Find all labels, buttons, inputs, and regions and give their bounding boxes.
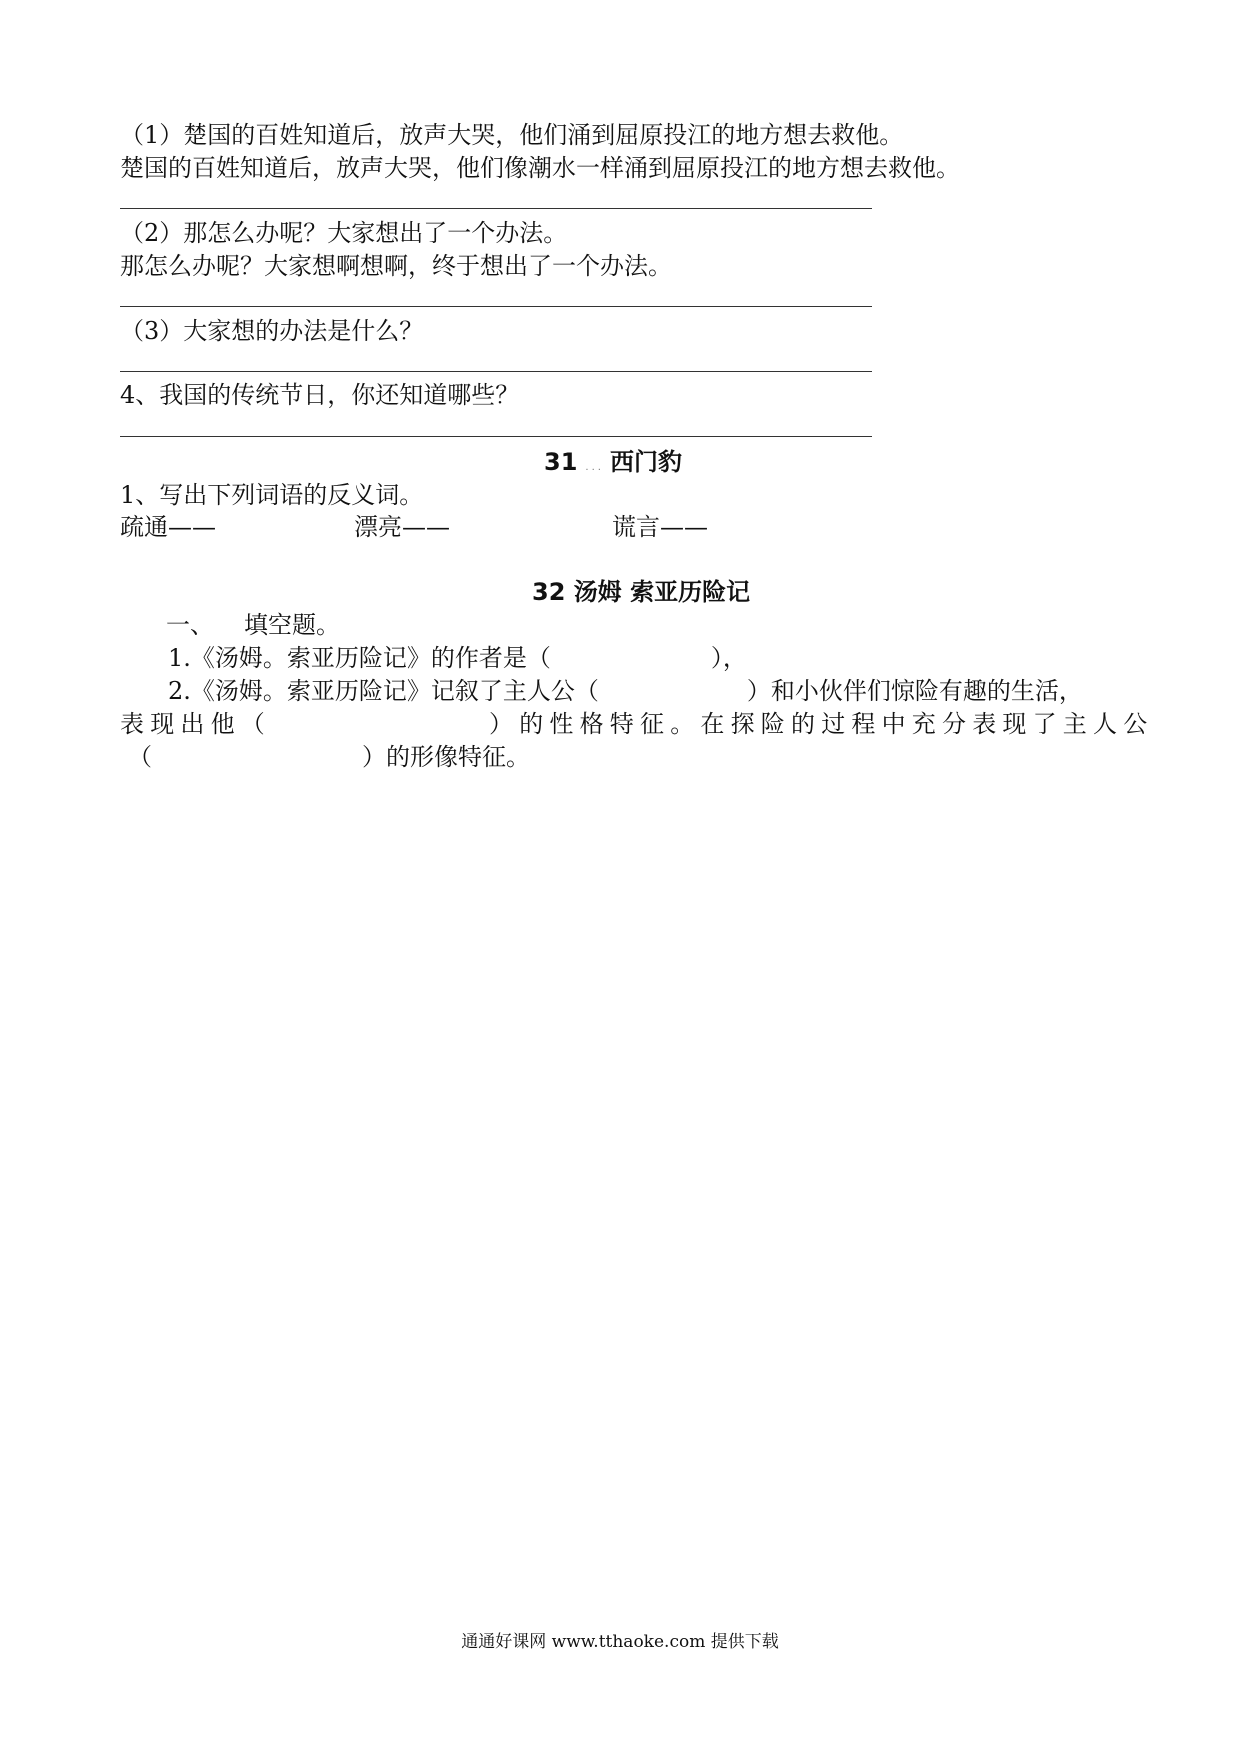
item3-question: （3）大家想的办法是什么？ bbox=[120, 317, 424, 345]
item2-modified-sentence: 那怎么办呢？大家想啊想啊，终于想出了一个办法。 bbox=[120, 252, 672, 280]
answer-line-3[interactable] bbox=[120, 371, 872, 372]
antonym-word-3: 谎言—— bbox=[612, 513, 708, 541]
item2-text-part1: 2.《汤姆。索亚历险记》记叙了主人公（ bbox=[168, 677, 599, 705]
antonym-row bbox=[120, 512, 708, 542]
fill-in-section-header bbox=[166, 610, 340, 640]
item2-text-part3: 表现出他（ bbox=[120, 710, 271, 738]
page-footer: 通通好课网 www.tthaoke.com 提供下载 bbox=[461, 1632, 779, 1652]
answer-line-4[interactable] bbox=[120, 436, 872, 437]
item1-original-sentence: （1）楚国的百姓知道后，放声大哭，他们涌到屈原投江的地方想去救他。 bbox=[120, 121, 904, 149]
item2-original-sentence: （2）那怎么办呢？大家想出了一个办法。 bbox=[120, 219, 568, 247]
question-4: 4、我国的传统节日，你还知道哪些？ bbox=[120, 381, 520, 409]
item2-text-part6: ）的形像特征。 bbox=[362, 743, 530, 771]
lesson31-title: 西门豹 bbox=[609, 448, 682, 476]
fill-in-item-1 bbox=[168, 643, 747, 673]
item2-text-part5: （ bbox=[128, 743, 152, 771]
lesson31-question-1: 1、写出下列词语的反义词。 bbox=[120, 481, 424, 509]
lesson31-number: 31 bbox=[544, 448, 578, 476]
item1-modified-sentence: 楚国的百姓知道后，放声大哭，他们像潮水一样涌到屈原投江的地方想去救他。 bbox=[120, 154, 960, 182]
fill-in-item-2-line-1 bbox=[168, 676, 1083, 706]
answer-line-1[interactable] bbox=[120, 208, 872, 209]
section-title: 填空题。 bbox=[244, 611, 340, 639]
antonym-word-1: 疏通—— bbox=[120, 513, 216, 541]
item1-text-before: 1.《汤姆。索亚历险记》的作者是（ bbox=[168, 644, 551, 672]
lesson31-dots: ... bbox=[585, 462, 604, 473]
lesson32-title: 32 汤姆 索亚历险记 bbox=[532, 578, 751, 606]
item1-text-after: ）， bbox=[710, 644, 747, 672]
fill-in-item-2-line-2 bbox=[120, 709, 1153, 739]
fill-in-item-2-line-3 bbox=[128, 742, 530, 772]
answer-line-2[interactable] bbox=[120, 306, 872, 307]
antonym-word-2: 漂亮—— bbox=[354, 513, 450, 541]
item2-text-part4: ）的性格特征。在探险的过程中充分表现了主人公 bbox=[489, 710, 1154, 738]
section-label: 一、 bbox=[166, 611, 214, 639]
lesson31-heading bbox=[544, 447, 682, 483]
item2-text-part2: ）和小伙伴们惊险有趣的生活， bbox=[746, 677, 1083, 705]
